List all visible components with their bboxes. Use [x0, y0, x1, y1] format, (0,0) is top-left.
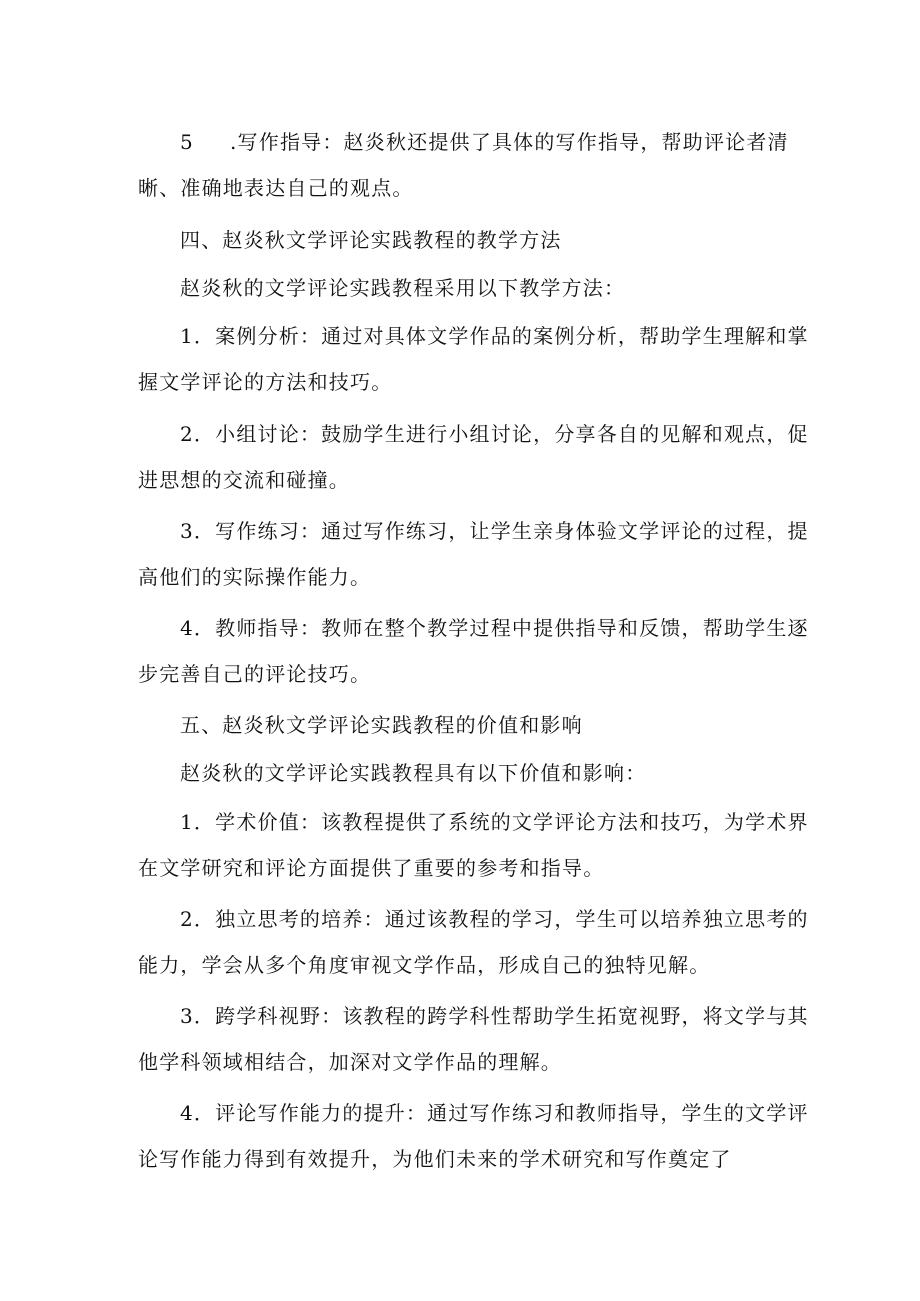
value-item-4-line-1: 4．评论写作能力的提升：通过写作练习和教师指导，学生的文学评	[180, 1101, 809, 1125]
value-item-1-line-2: 在文学研究和评论方面提供了重要的参考和指导。	[138, 856, 605, 880]
list-item-5-line-2: 晰、准确地表达自己的观点。	[138, 176, 414, 200]
section-intro-4: 赵炎秋的文学评论实践教程采用以下教学方法：	[180, 276, 626, 300]
list-item-5-line-1	[180, 128, 789, 156]
value-item-3-line-2: 他学科领域相结合，加深对文学作品的理解。	[138, 1050, 562, 1074]
section-intro-5: 赵炎秋的文学评论实践教程具有以下价值和影响：	[180, 761, 647, 785]
list-number: 5	[180, 130, 194, 154]
list-item-4-line-2: 步完善自己的评论技巧。	[138, 662, 372, 686]
list-item-4-line-1: 4．教师指导：教师在整个教学过程中提供指导和反馈，帮助学生逐	[180, 616, 809, 640]
value-item-1-line-1: 1．学术价值：该教程提供了系统的文学评论方法和技巧，为学术界	[180, 810, 809, 834]
list-item-1-line-1: 1．案例分析：通过对具体文学作品的案例分析，帮助学生理解和掌	[180, 324, 809, 348]
list-item-3-line-2: 高他们的实际操作能力。	[138, 565, 372, 589]
list-item-2-line-1: 2．小组讨论：鼓励学生进行小组讨论，分享各自的见解和观点，促	[180, 422, 809, 446]
value-item-4-line-2: 论写作能力得到有效提升，为他们未来的学术研究和写作奠定了	[138, 1147, 732, 1171]
section-heading-4: 四、赵炎秋文学评论实践教程的教学方法	[180, 228, 562, 252]
value-item-3-line-1: 3．跨学科视野：该教程的跨学科性帮助学生拓宽视野，将文学与其	[180, 1004, 809, 1028]
section-heading-5: 五、赵炎秋文学评论实践教程的价值和影响	[180, 713, 583, 737]
value-item-2-line-2: 能力，学会从多个角度审视文学作品，形成自己的独特见解。	[138, 953, 711, 977]
list-item-1-line-2: 握文学评论的方法和技巧。	[138, 370, 393, 394]
value-item-2-line-1: 2．独立思考的培养：通过该教程的学习，学生可以培养独立思考的	[180, 907, 809, 931]
list-item-2-line-2: 进思想的交流和碰撞。	[138, 468, 350, 492]
paragraph-text: .写作指导：赵炎秋还提供了具体的写作指导，帮助评论者清	[230, 130, 789, 154]
list-item-3-line-1: 3．写作练习：通过写作练习，让学生亲身体验文学评论的过程，提	[180, 519, 809, 543]
